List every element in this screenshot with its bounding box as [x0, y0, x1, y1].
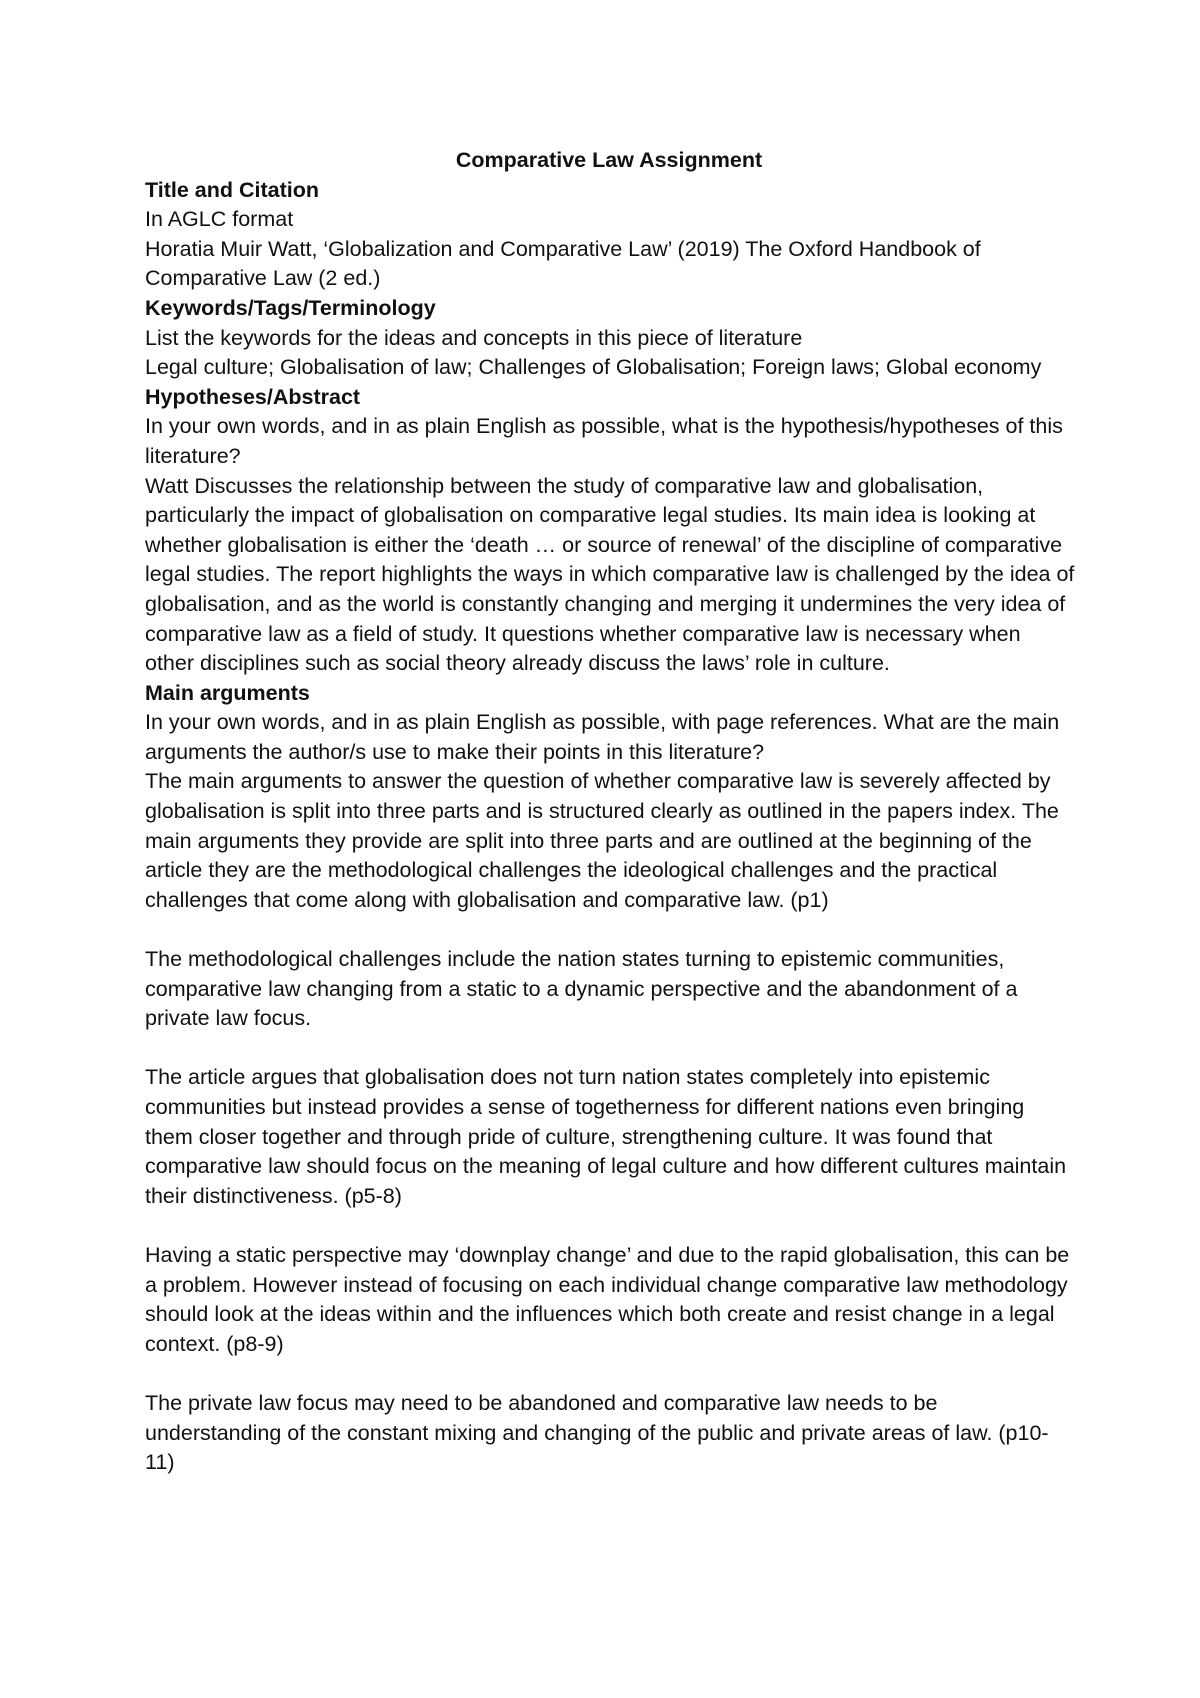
- citation-text: Horatia Muir Watt, ‘Globalization and Comparative Law’ (2019) The Oxford Handbook of Comparative Law (2 ed.): [145, 236, 981, 291]
- main-arguments-paragraph: The private law focus may need to be abandoned and comparative law needs to be understanding of the constant mixing and changing of the public and private areas of law. (p10-11): [145, 1390, 1049, 1475]
- document-body: [145, 146, 1075, 1478]
- hypotheses-answer: Watt Discusses the relationship between the study of comparative law and globalisation, particularly the impact of globalisation on comparative legal studies. Its main idea is looking at whether globalisation is either the ‘death … or source of renewal’ of the discipline of comparative legal studies. The report highlights the ways in which comparative law is challenged by the idea of globalisation, and as the world is constantly changing and merging it undermines the very idea of comparative law as a field of study. It questions whether comparative law is necessary when other disciplines such as social theory already discuss the laws’ role in culture.: [145, 473, 1075, 676]
- keywords-prompt: List the keywords for the ideas and concepts in this piece of literature: [145, 325, 803, 350]
- main-arguments-paragraph: The article argues that globalisation does not turn nation states completely into epistemic communities but instead provides a sense of togetherness for different nations even bringing them closer together and through pride of culture, strengthening culture. It was found that comparative law should focus on the meaning of legal culture and how different cultures maintain their distinctiveness. (p5-8): [145, 1065, 1067, 1208]
- main-arguments-paragraph: The methodological challenges include the nation states turning to epistemic communities, comparative law changing from a static to a dynamic perspective and the abandonment of a private law focus.: [145, 947, 1018, 1031]
- section-heading-keywords: Keywords/Tags/Terminology: [145, 295, 436, 320]
- keywords-answer: Legal culture; Globalisation of law; Challenges of Globalisation; Foreign laws; Global economy: [145, 355, 1042, 380]
- section-heading-title-citation: Title and Citation: [145, 177, 319, 202]
- citation-prompt: In AGLC format: [145, 207, 294, 232]
- main-arguments-prompt: In your own words, and in as plain English as possible, with page references. What are the main arguments the author/s use to make their points in this literature?: [145, 710, 1060, 764]
- main-arguments-paragraph: Having a static perspective may ‘downplay change’ and due to the rapid globalisation, this can be a problem. However instead of focusing on each individual change comparative law methodology should look at the ideas within and the influences which both create and resist change in a legal context. (p8-9): [145, 1242, 1070, 1356]
- section-heading-main-arguments: Main arguments: [145, 680, 310, 705]
- section-heading-hypotheses: Hypotheses/Abstract: [145, 384, 361, 409]
- document-title: Comparative Law Assignment: [455, 148, 763, 172]
- hypotheses-prompt: In your own words, and in as plain English as possible, what is the hypothesis/hypotheses of this literature?: [145, 414, 1063, 468]
- main-arguments-paragraph: The main arguments to answer the question of whether comparative law is severely affected by globalisation is split into three parts and is structured clearly as outlined in the papers index. The main arguments they provide are split into three parts and are outlined at the beginning of the article they are the methodological challenges the ideological challenges and the practical challenges that come along with globalisation and comparative law. (p1): [145, 769, 1059, 912]
